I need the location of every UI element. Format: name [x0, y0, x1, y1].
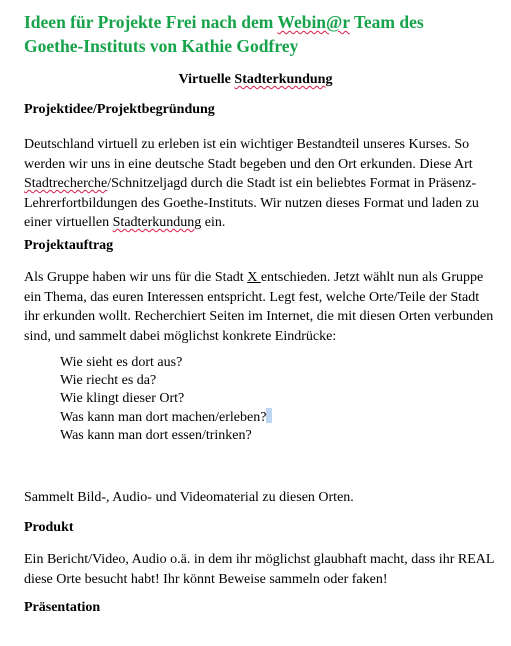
title-brand: Webin@r	[277, 12, 350, 32]
list-item: Wie klingt dieser Ort?	[60, 391, 185, 406]
para2-text-b: entschieden. Jetzt wählt nun als Gruppe ein Thema, das euren Interessen entspricht. Legt fest, welche Orte/Teile der Stadt ihr erkunden wollt. Recherchiert Seiten im Internet, die mit diesen Orten verbunden sind, und sammelt dabei möglichst konkrete Eindrücke:	[24, 270, 494, 344]
text-selection[interactable]	[266, 408, 272, 423]
list-item: Wie sieht es dort aus?	[60, 355, 183, 370]
para1-squig-stadtrecherche: Stadtrecherche	[24, 176, 108, 191]
paragraph-projektidee	[24, 135, 496, 233]
heading-praesentation: Präsentation	[24, 600, 101, 615]
document-title	[24, 10, 494, 58]
heading-produkt: Produkt	[24, 520, 74, 535]
para1-squig-stadterkundung: Stadterkundung	[112, 215, 202, 230]
title-line1-post: Team des	[349, 12, 424, 32]
material-note: Sammelt Bild-, Audio- und Videomaterial zu diesen Orten.	[24, 490, 354, 505]
para2-text-a: Als Gruppe haben wir uns für die Stadt	[24, 270, 248, 285]
subtitle-pre: Virtuelle	[178, 72, 235, 87]
para1-text-c: ein.	[201, 215, 226, 230]
heading-projektauftrag: Projektauftrag	[24, 238, 114, 253]
list-item	[60, 408, 272, 427]
paragraph-projektauftrag	[24, 268, 496, 346]
title-line1-pre: Ideen für Projekte Frei nach dem	[24, 12, 278, 32]
heading-projektidee: Projektidee/Projektbegründung	[24, 102, 215, 117]
question-list	[60, 354, 272, 445]
list-item: Wie riecht es da?	[60, 373, 157, 388]
document-subtitle	[0, 71, 511, 89]
title-line2: Goethe-Instituts von Kathie Godfrey	[24, 36, 299, 56]
para1-text-a: Deutschland virtuell zu erleben ist ein wichtiger Bestandteil unseres Kurses. So werden wir uns in eine deutsche Stadt begeben und den Ort erkunden. Diese Art	[24, 137, 473, 172]
list-item: Was kann man dort essen/trinken?	[60, 428, 252, 443]
subtitle-word: Stadterkundung	[234, 72, 333, 87]
para1-text-b: /Schnitzeljagd durch die Stadt ist ein beliebtes Format in Präsenz-Lehrerfortbildungen des Goethe-Instituts. Wir nutzen dieses Format und laden zu einer virtuellen	[24, 176, 479, 230]
paragraph-produkt: Ein Bericht/Video, Audio o.ä. in dem ihr möglichst glaubhaft macht, dass ihr REAL diese Orte besucht habt! Ihr könnt Beweise sammeln oder faken!	[24, 552, 494, 587]
city-blank: X	[247, 270, 261, 285]
question-text: Was kann man dort machen/erleben?	[60, 410, 267, 425]
